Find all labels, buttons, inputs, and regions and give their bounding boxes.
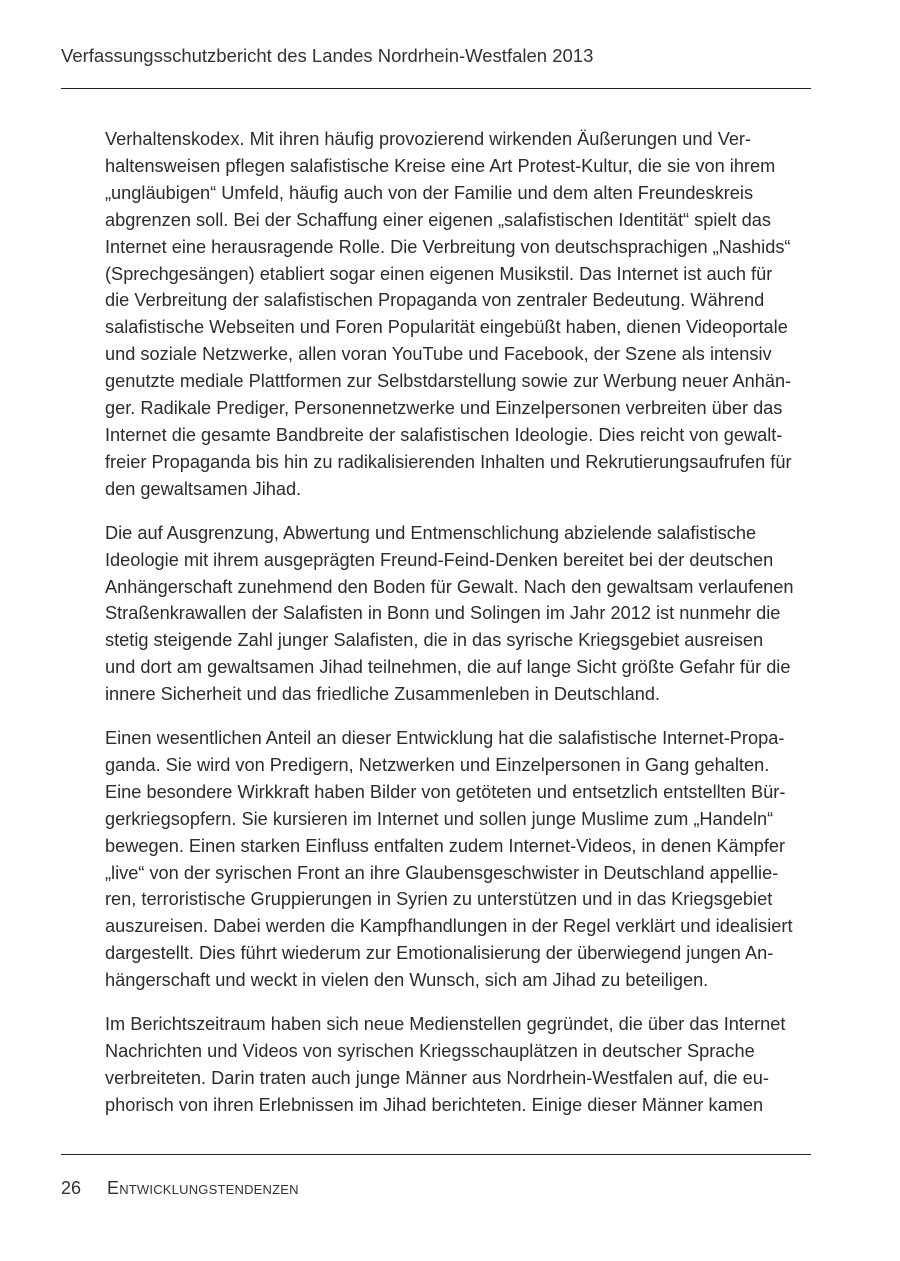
footer-divider — [61, 1154, 811, 1155]
page-footer — [61, 1178, 299, 1199]
text-line: verbreiteten. Darin traten auch junge Männer aus Nordrhein-Westfalen auf, die eu- — [105, 1067, 769, 1088]
body-text — [105, 126, 813, 1119]
text-line: Anhängerschaft zunehmend den Boden für Gewalt. Nach den gewaltsam verlaufenen — [105, 576, 794, 597]
text-line: Im Berichtszeitraum haben sich neue Medienstellen gegründet, die über das Internet — [105, 1014, 786, 1035]
paragraph — [105, 725, 813, 994]
text-line: abgrenzen soll. Bei der Schaffung einer eigenen „salafistischen Identität“ spielt das — [105, 209, 771, 230]
text-line: (Sprechgesängen) etabliert sogar einen eigenen Musikstil. Das Internet ist auch für — [105, 263, 773, 284]
text-line: ger. Radikale Prediger, Personennetzwerke und Einzelpersonen verbreiten über das — [105, 398, 783, 419]
text-line: ren, terroristische Gruppierungen in Syrien zu unterstützen und in das Kriegsgebiet — [105, 889, 773, 910]
text-line: bewegen. Einen starken Einfluss entfalten zudem Internet-Videos, in denen Kämpfer — [105, 835, 786, 856]
page-number: 26 — [61, 1178, 82, 1198]
text-line: gerkriegsopfern. Sie kursieren im Internet und sollen junge Muslime zum „Handeln“ — [105, 808, 774, 829]
paragraph — [105, 520, 813, 708]
text-line: Die auf Ausgrenzung, Abwertung und Entmenschlichung abzielende salafistische — [105, 522, 757, 543]
text-line: Verhaltenskodex. Mit ihren häufig provozierend wirkenden Äußerungen und Ver- — [105, 129, 752, 149]
text-line: die Verbreitung der salafistischen Propaganda von zentraler Bedeutung. Während — [105, 290, 765, 311]
text-line: dargestellt. Dies führt wiederum zur Emotionalisierung der überwiegend jungen An- — [105, 943, 774, 964]
running-header-title: Verfassungsschutzbericht des Landes Nordrhein-Westfalen 2013 — [61, 45, 594, 66]
text-line: Nachrichten und Videos von syrischen Kriegsschauplätzen in deutscher Sprache — [105, 1041, 755, 1061]
text-line: Internet die gesamte Bandbreite der salafistischen Ideologie. Dies reicht von gewalt- — [105, 424, 783, 445]
paragraph — [105, 1011, 813, 1119]
text-line: Straßenkrawallen der Salafisten in Bonn und Solingen im Jahr 2012 ist nunmehr die — [105, 603, 781, 624]
header-divider — [61, 88, 811, 89]
text-line: auszureisen. Dabei werden die Kampfhandlungen in der Regel verklärt und idealisiert — [105, 916, 793, 937]
text-line: innere Sicherheit und das friedliche Zusammenleben in Deutschland. — [105, 684, 661, 705]
text-line: ganda. Sie wird von Predigern, Netzwerken und Einzelpersonen in Gang gehalten. — [105, 754, 770, 775]
text-line: Ideologie mit ihrem ausgeprägten Freund-Feind-Denken bereitet bei der deutschen — [105, 549, 774, 570]
text-line: salafistische Webseiten und Foren Popularität eingebüßt haben, dienen Videoportale — [105, 317, 788, 338]
text-line: stetig steigende Zahl junger Salafisten, die in das syrische Kriegsgebiet ausreisen — [105, 630, 764, 651]
text-line: phorisch von ihren Erlebnissen im Jihad berichteten. Einige dieser Männer kamen — [105, 1094, 764, 1115]
text-line: Einen wesentlichen Anteil an dieser Entwicklung hat die salafistische Internet-Propa- — [105, 728, 785, 749]
text-line: „ungläubigen“ Umfeld, häufig auch von der Familie und dem alten Freundeskreis — [105, 182, 754, 203]
text-line: hängerschaft und weckt in vielen den Wunsch, sich am Jihad zu beteiligen. — [105, 970, 709, 991]
text-line: und soziale Netzwerke, allen voran YouTube und Facebook, der Szene als intensiv — [105, 344, 772, 365]
text-line: und dort am gewaltsamen Jihad teilnehmen, die auf lange Sicht größte Gefahr für die — [105, 657, 791, 678]
text-line: haltensweisen pflegen salafistische Kreise eine Art Protest-Kultur, die sie von ihrem — [105, 155, 776, 176]
text-line: Eine besondere Wirkkraft haben Bilder von getöteten und entsetzlich entstellten Bür- — [105, 781, 786, 802]
text-line: genutzte mediale Plattformen zur Selbstdarstellung sowie zur Werbung neuer Anhän- — [105, 371, 792, 392]
paragraph — [105, 126, 813, 503]
text-line: den gewaltsamen Jihad. — [105, 478, 302, 499]
text-line: freier Propaganda bis hin zu radikalisierenden Inhalten und Rekrutierungsaufrufen für — [105, 451, 792, 472]
text-line: Internet eine herausragende Rolle. Die Verbreitung von deutschsprachigen „Nashids“ — [105, 236, 791, 257]
text-line: „live“ von der syrischen Front an ihre Glaubensgeschwister in Deutschland appellie- — [105, 862, 779, 883]
section-title: Entwicklungstendenzen — [107, 1178, 299, 1198]
